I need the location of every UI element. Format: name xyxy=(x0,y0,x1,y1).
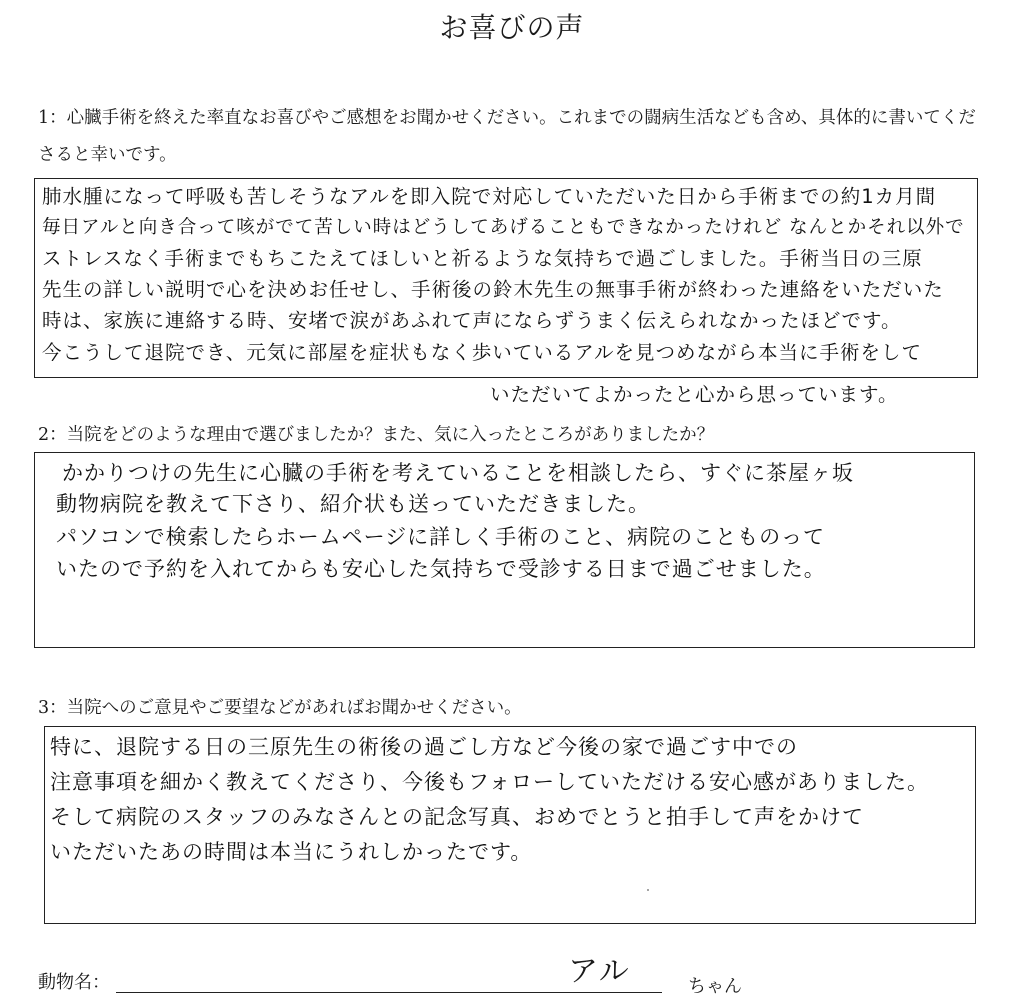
page-title: お喜びの声 xyxy=(439,11,585,44)
answer-2-line: パソコンで検索したらホームページに詳しく手術のこと、病院のことものって xyxy=(56,525,825,549)
answer-1-line: 今こうして退院でき、元気に部屋を症状もなく歩いているアルを見つめながら本当に手術をして xyxy=(42,341,922,364)
answer-3-line: 特に、退院する日の三原先生の術後の過ごし方など今後の家で過ごす中での xyxy=(50,735,798,759)
pet-name-label: 動物名： xyxy=(38,972,110,993)
question-1-prompt: 1：心臓手術を終えた率直なお喜びやご感想をお聞かせください。これまでの闘病生活なども含め、具体的に書いてくださると幸いです。 xyxy=(38,108,976,165)
question-2-prompt: 2：当院をどのような理由で選びましたか？また、気に入ったところがありましたか？ xyxy=(38,425,715,445)
answer-3-line: 注意事項を細かく教えてくださり、今後もフォローしていただける安心感がありました。 xyxy=(50,770,929,794)
answer-1-line: 時は、家族に連絡する時、安堵で涙があふれて声にならずうまく伝えられなかったほどです。 xyxy=(42,309,902,332)
answer-1-line: いただいてよかったと心から思っています。 xyxy=(490,383,899,406)
answer-1-line: 先生の詳しい説明で心を決めお任せし、手術後の鈴木先生の無事手術が終わった連絡をいただいた xyxy=(42,278,944,301)
answer-2-line: かかりつけの先生に心臓の手術を考えていることを相談したら、すぐに茶屋ヶ坂 xyxy=(62,461,854,485)
pet-name-underline xyxy=(116,992,662,993)
pet-name-value: アル xyxy=(568,954,631,989)
stray-mark xyxy=(647,889,649,891)
pet-name-suffix: ちゃん xyxy=(688,976,742,997)
answer-1-line: 毎日アルと向き合って咳がでて苦しい時はどうしてあげることもできなかったけれど なんとかそれ以外で xyxy=(42,217,965,238)
answer-3-line: いただいたあの時間は本当にうれしかったです。 xyxy=(50,840,533,864)
answer-2-line: 動物病院を教えて下さり、紹介状も送っていただきました。 xyxy=(56,492,650,516)
answer-1-line: ストレスなく手術までもちこたえてほしいと祈るような気持ちで過ごしました。手術当日の三原 xyxy=(42,247,923,270)
answer-2-line: いたので予約を入れてからも安心した気持ちで受診する日まで過ごせました。 xyxy=(56,557,826,581)
question-3-prompt: 3：当院へのご意見やご要望などがあればお聞かせください。 xyxy=(38,698,522,718)
answer-3-line: そして病院のスタッフのみなさんとの記念写真、おめでとうと拍手して声をかけて xyxy=(50,805,864,829)
answer-1-line: 肺水腫になって呼吸も苦しそうなアルを即入院で対応していただいた日から手術までの約1カ月間 xyxy=(42,185,937,208)
